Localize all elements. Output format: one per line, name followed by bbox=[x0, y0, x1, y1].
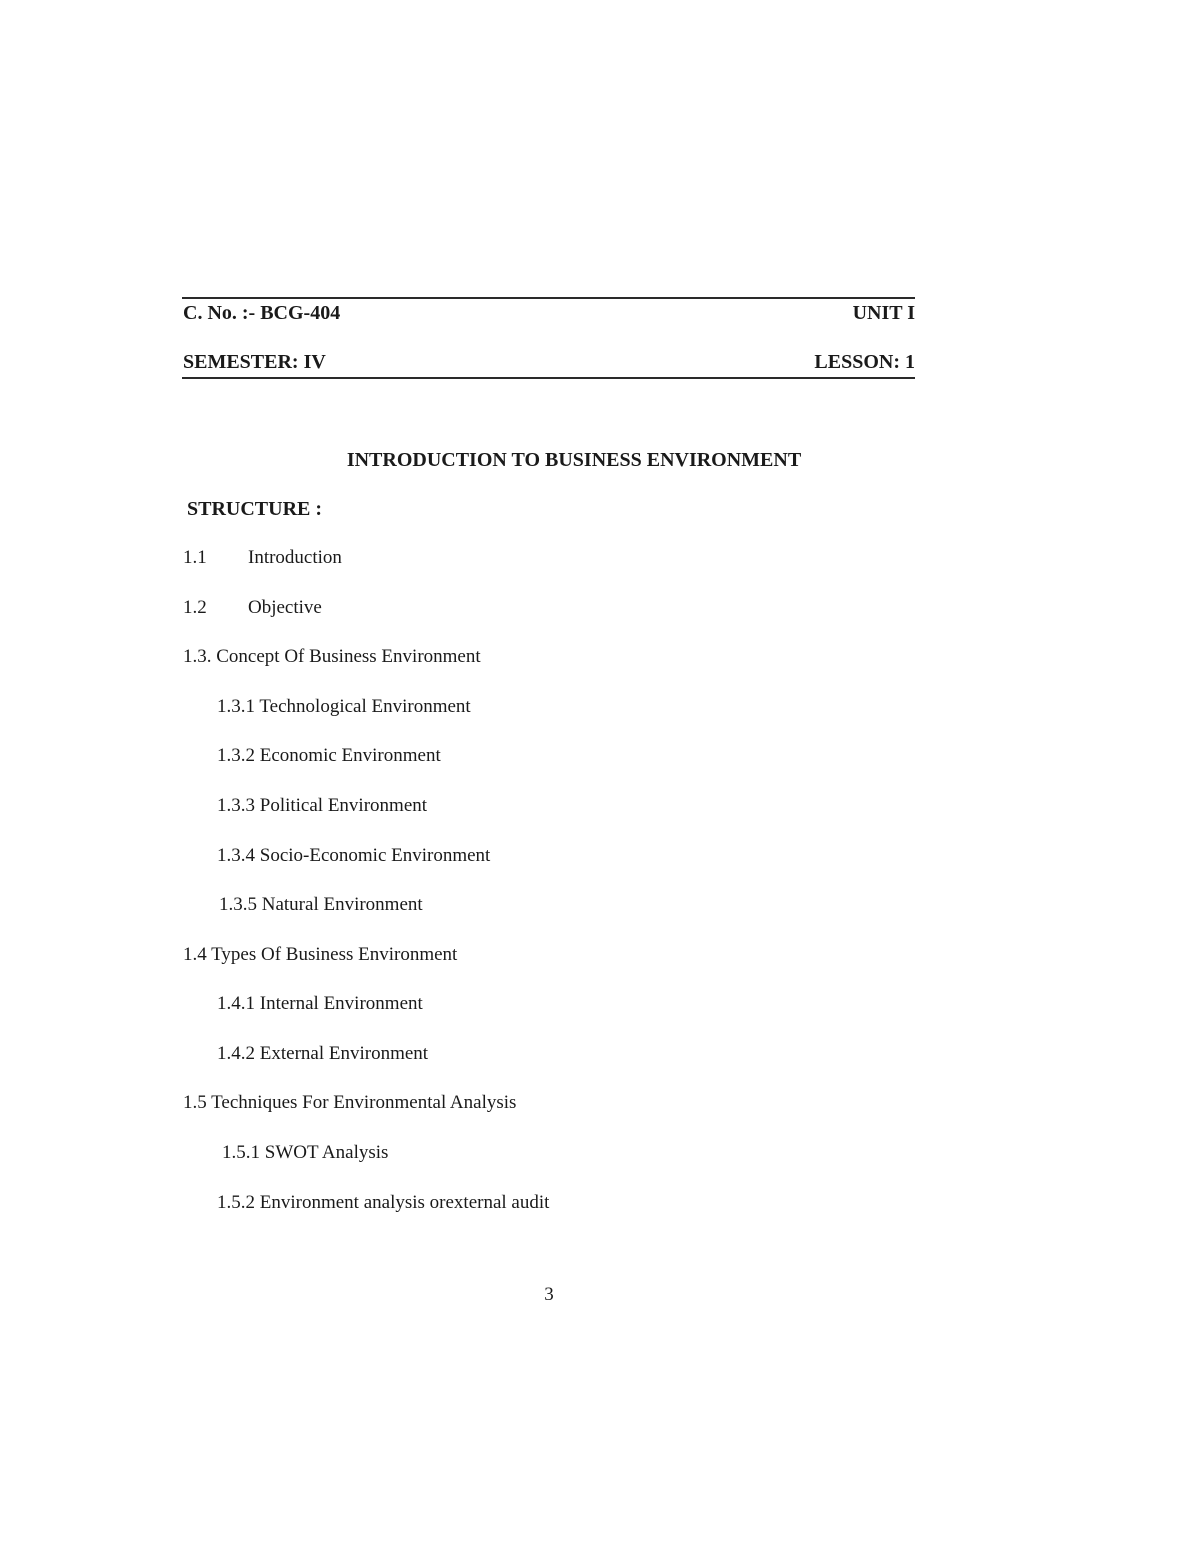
toc-subitem: 1.4.1 Internal Environment bbox=[217, 993, 423, 1014]
toc-subitem: 1.3.5 Natural Environment bbox=[219, 894, 423, 915]
lesson-title: INTRODUCTION TO BUSINESS ENVIRONMENT bbox=[346, 449, 802, 471]
toc-item: 1.4 Types Of Business Environment bbox=[183, 944, 458, 965]
toc-subitem: 1.5.2 Environment analysis orexternal audit bbox=[217, 1192, 550, 1213]
toc-subitem: 1.5.1 SWOT Analysis bbox=[222, 1142, 389, 1163]
page-number: 3 bbox=[544, 1284, 554, 1305]
toc-item-text: Objective bbox=[248, 597, 322, 618]
toc-subitem: 1.3.4 Socio-Economic Environment bbox=[217, 845, 491, 866]
toc-subitem: 1.3.1 Technological Environment bbox=[217, 696, 471, 717]
course-number: C. No. :- BCG-404 bbox=[183, 302, 341, 324]
unit-label: UNIT I bbox=[852, 302, 915, 324]
toc-subitem: 1.3.2 Economic Environment bbox=[217, 745, 441, 766]
toc-item bbox=[183, 546, 342, 570]
toc-item bbox=[183, 596, 322, 620]
toc-item-number: 1.2 bbox=[183, 597, 207, 618]
header-bottom-rule bbox=[182, 377, 915, 379]
toc-item: 1.3. Concept Of Business Environment bbox=[183, 646, 481, 667]
toc-subitem: 1.4.2 External Environment bbox=[217, 1043, 429, 1064]
semester-label: SEMESTER: IV bbox=[183, 351, 326, 373]
toc-item: 1.5 Techniques For Environmental Analysis bbox=[183, 1092, 517, 1113]
toc-item-number: 1.1 bbox=[183, 547, 207, 568]
toc-item-text: Introduction bbox=[248, 547, 342, 568]
header-top-rule bbox=[182, 297, 915, 299]
toc-subitem: 1.3.3 Political Environment bbox=[217, 795, 428, 816]
structure-heading: STRUCTURE : bbox=[187, 498, 323, 520]
lesson-label: LESSON: 1 bbox=[814, 351, 915, 373]
